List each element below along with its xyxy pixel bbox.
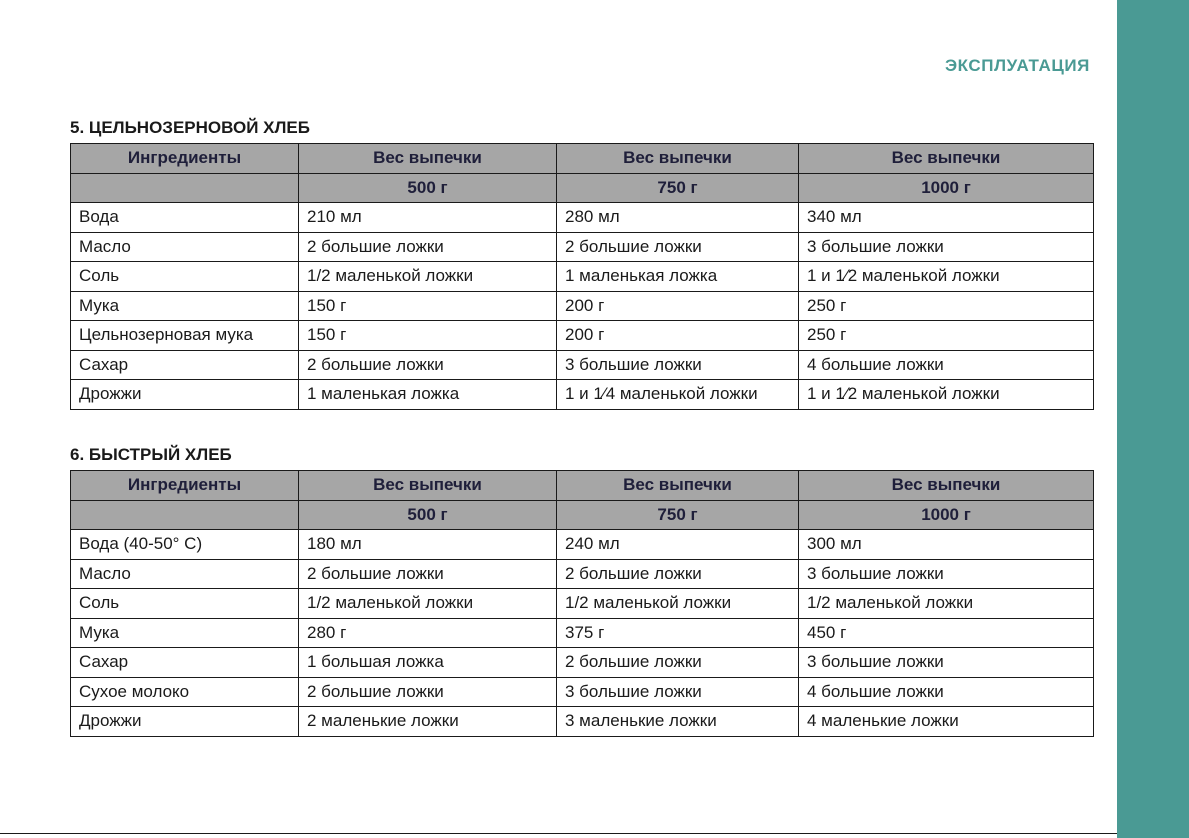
amount-cell: 280 мл: [557, 203, 799, 233]
ingredient-cell: Дрожжи: [71, 380, 299, 410]
recipe-table: [70, 143, 1094, 410]
header-cell: 750 г: [557, 500, 799, 530]
ingredient-cell: Цельнозерновая мука: [71, 321, 299, 351]
section-label: ЭКСПЛУАТАЦИЯ: [944, 56, 1090, 75]
amount-cell: 2 большие ложки: [557, 648, 799, 678]
table-row: [71, 291, 1094, 321]
ingredient-cell: Масло: [71, 559, 299, 589]
header-cell: Ингредиенты: [71, 471, 299, 501]
header-cell: Вес выпечки: [557, 144, 799, 174]
recipe-title: 6. БЫСТРЫЙ ХЛЕБ: [70, 445, 232, 464]
amount-cell: 4 маленькие ложки: [799, 707, 1094, 737]
amount-cell: 3 большие ложки: [799, 648, 1094, 678]
amount-cell: 4 большие ложки: [799, 350, 1094, 380]
amount-cell: 180 мл: [299, 530, 557, 560]
header-cell: [71, 500, 299, 530]
amount-cell: 280 г: [299, 618, 557, 648]
header-cell: 500 г: [299, 500, 557, 530]
table-row: [71, 677, 1094, 707]
amount-cell: 450 г: [799, 618, 1094, 648]
table-row: [71, 262, 1094, 292]
amount-cell: 3 большие ложки: [799, 232, 1094, 262]
table-header-row: [71, 173, 1094, 203]
ingredient-cell: Вода: [71, 203, 299, 233]
ingredient-cell: Соль: [71, 589, 299, 619]
table-row: [71, 618, 1094, 648]
table-row: [71, 203, 1094, 233]
recipe-title: 5. ЦЕЛЬНОЗЕРНОВОЙ ХЛЕБ: [70, 118, 310, 137]
table-row: [71, 321, 1094, 351]
ingredient-cell: Мука: [71, 291, 299, 321]
table-row: [71, 559, 1094, 589]
header-cell: [71, 173, 299, 203]
ingredient-cell: Вода (40-50° C): [71, 530, 299, 560]
amount-cell: 2 большие ложки: [557, 559, 799, 589]
ingredient-cell: Соль: [71, 262, 299, 292]
recipe-table: [70, 470, 1094, 737]
amount-cell: 3 маленькие ложки: [557, 707, 799, 737]
amount-cell: 200 г: [557, 321, 799, 351]
header-cell: 500 г: [299, 173, 557, 203]
amount-cell: 250 г: [799, 321, 1094, 351]
amount-cell: 300 мл: [799, 530, 1094, 560]
header-cell: Ингредиенты: [71, 144, 299, 174]
page-bottom-rule: [0, 833, 1117, 834]
table-row: [71, 232, 1094, 262]
header-cell: Вес выпечки: [557, 471, 799, 501]
amount-cell: 210 мл: [299, 203, 557, 233]
amount-cell: 1/2 маленькой ложки: [557, 589, 799, 619]
amount-cell: 3 большие ложки: [557, 677, 799, 707]
table-header-row: [71, 500, 1094, 530]
amount-cell: 2 большие ложки: [299, 350, 557, 380]
side-accent-bar: [1117, 0, 1189, 838]
amount-cell: 375 г: [557, 618, 799, 648]
amount-cell: 1/2 маленькой ложки: [799, 589, 1094, 619]
amount-cell: 1 большая ложка: [299, 648, 557, 678]
amount-cell: 150 г: [299, 291, 557, 321]
table-row: [71, 648, 1094, 678]
ingredient-cell: Мука: [71, 618, 299, 648]
amount-cell: 1 и 1⁄2 маленькой ложки: [799, 380, 1094, 410]
header-cell: Вес выпечки: [299, 144, 557, 174]
amount-cell: 1 и 1⁄4 маленькой ложки: [557, 380, 799, 410]
amount-cell: 1 и 1⁄2 маленькой ложки: [799, 262, 1094, 292]
amount-cell: 150 г: [299, 321, 557, 351]
header-cell: Вес выпечки: [799, 144, 1094, 174]
amount-cell: 4 большие ложки: [799, 677, 1094, 707]
header-cell: Вес выпечки: [799, 471, 1094, 501]
ingredient-cell: Сахар: [71, 350, 299, 380]
amount-cell: 2 большие ложки: [299, 559, 557, 589]
header-cell: 1000 г: [799, 500, 1094, 530]
amount-cell: 340 мл: [799, 203, 1094, 233]
amount-cell: 2 большие ложки: [299, 232, 557, 262]
header-cell: Вес выпечки: [299, 471, 557, 501]
amount-cell: 2 маленькие ложки: [299, 707, 557, 737]
table-row: [71, 350, 1094, 380]
table-header-row: [71, 471, 1094, 501]
table-row: [71, 589, 1094, 619]
ingredient-cell: Сахар: [71, 648, 299, 678]
table-row: [71, 380, 1094, 410]
amount-cell: 3 большие ложки: [799, 559, 1094, 589]
table-row: [71, 530, 1094, 560]
amount-cell: 200 г: [557, 291, 799, 321]
ingredient-cell: Дрожжи: [71, 707, 299, 737]
amount-cell: 2 большие ложки: [299, 677, 557, 707]
amount-cell: 1/2 маленькой ложки: [299, 262, 557, 292]
table-header-row: [71, 144, 1094, 174]
amount-cell: 240 мл: [557, 530, 799, 560]
amount-cell: 250 г: [799, 291, 1094, 321]
amount-cell: 3 большие ложки: [557, 350, 799, 380]
amount-cell: 1/2 маленькой ложки: [299, 589, 557, 619]
header-cell: 750 г: [557, 173, 799, 203]
ingredient-cell: Сухое молоко: [71, 677, 299, 707]
amount-cell: 1 маленькая ложка: [557, 262, 799, 292]
amount-cell: 2 большие ложки: [557, 232, 799, 262]
header-cell: 1000 г: [799, 173, 1094, 203]
amount-cell: 1 маленькая ложка: [299, 380, 557, 410]
table-row: [71, 707, 1094, 737]
ingredient-cell: Масло: [71, 232, 299, 262]
